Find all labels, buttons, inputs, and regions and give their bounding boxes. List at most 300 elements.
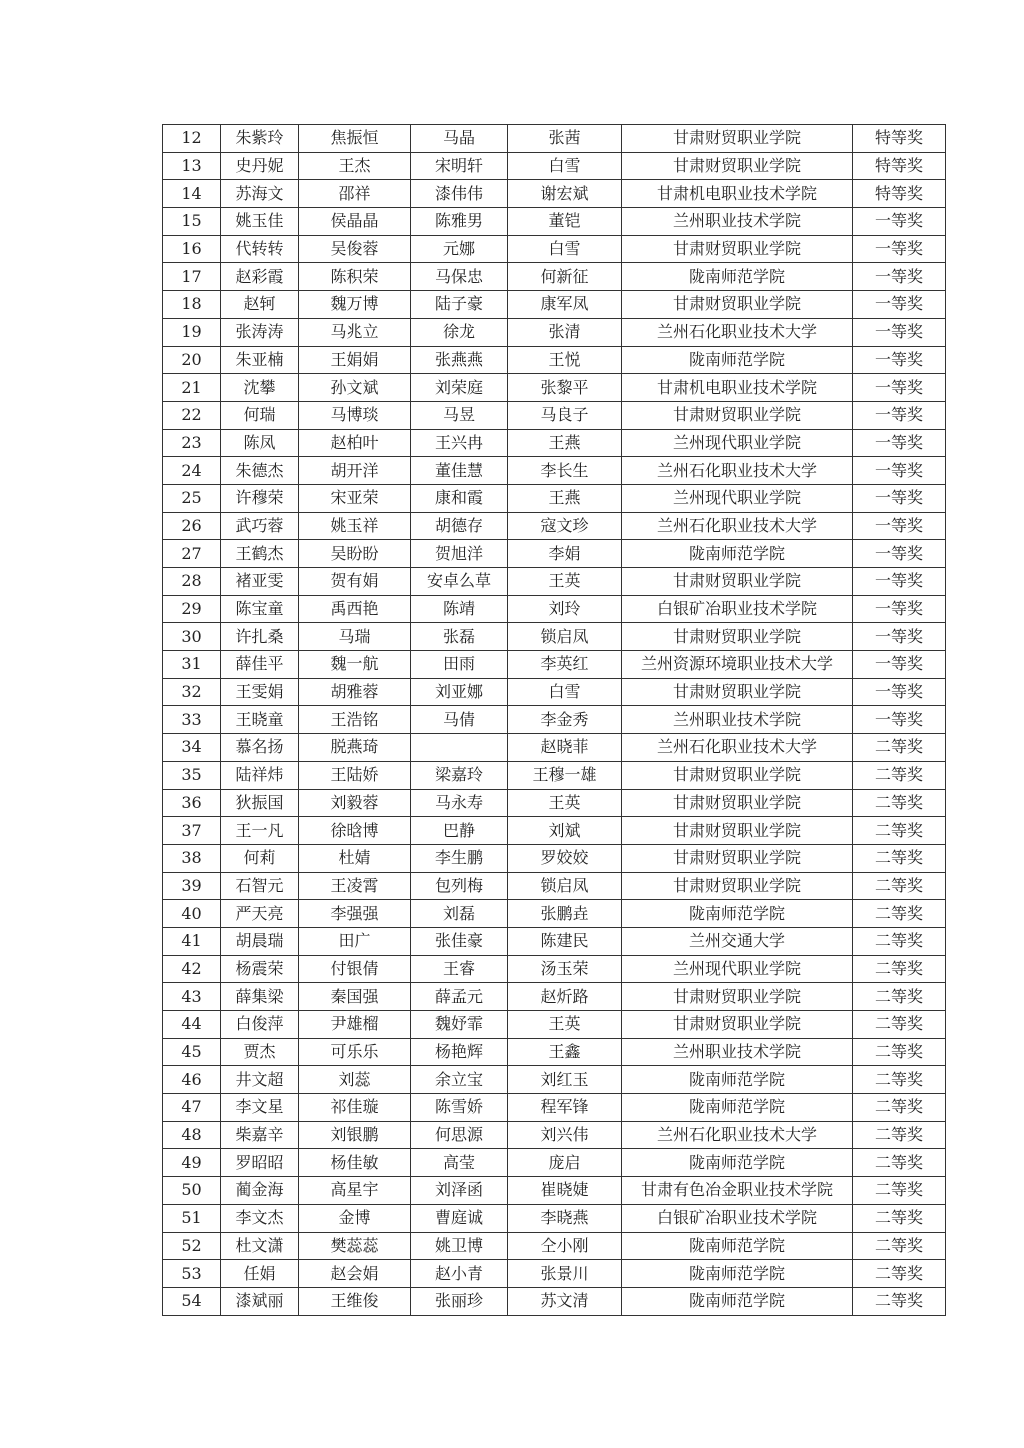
member-3-cell: 马倩: [411, 706, 508, 734]
school-cell: 甘肃财贸职业学院: [622, 125, 853, 153]
member-3-cell: 张佳豪: [411, 927, 508, 955]
table-row: [163, 401, 946, 429]
school-cell: 兰州石化职业技术大学: [622, 457, 853, 485]
member-2-cell: 赵会娟: [299, 1260, 411, 1288]
advisor-cell: 白雪: [508, 678, 622, 706]
table-row: [163, 706, 946, 734]
table-row: [163, 900, 946, 928]
row-number-cell: 20: [163, 346, 221, 374]
award-cell: 二等奖: [853, 844, 946, 872]
table-row: [163, 734, 946, 762]
row-number-cell: 13: [163, 152, 221, 180]
member-1-cell: 慕名扬: [221, 734, 299, 762]
member-1-cell: 赵轲: [221, 291, 299, 319]
table-body: [163, 125, 946, 1316]
table-row: [163, 1204, 946, 1232]
table-row: [163, 927, 946, 955]
school-cell: 甘肃财贸职业学院: [622, 678, 853, 706]
member-2-cell: 马博琰: [299, 401, 411, 429]
member-2-cell: 侯晶晶: [299, 208, 411, 236]
award-cell: 特等奖: [853, 152, 946, 180]
member-1-cell: 朱紫玲: [221, 125, 299, 153]
table-row: [163, 429, 946, 457]
advisor-cell: 程军锋: [508, 1094, 622, 1122]
table-row: [163, 872, 946, 900]
advisor-cell: 张鹏垚: [508, 900, 622, 928]
member-1-cell: 许穆荣: [221, 484, 299, 512]
row-number-cell: 31: [163, 651, 221, 679]
member-1-cell: 井文超: [221, 1066, 299, 1094]
school-cell: 甘肃财贸职业学院: [622, 235, 853, 263]
member-3-cell: 姚卫博: [411, 1232, 508, 1260]
member-3-cell: [411, 734, 508, 762]
advisor-cell: 苏文清: [508, 1287, 622, 1315]
advisor-cell: 白雪: [508, 235, 622, 263]
award-cell: 一等奖: [853, 401, 946, 429]
member-3-cell: 李生鹏: [411, 844, 508, 872]
advisor-cell: 王悦: [508, 346, 622, 374]
member-3-cell: 刘磊: [411, 900, 508, 928]
member-2-cell: 田广: [299, 927, 411, 955]
row-number-cell: 19: [163, 318, 221, 346]
member-3-cell: 贺旭洋: [411, 540, 508, 568]
advisor-cell: 张黎平: [508, 374, 622, 402]
member-2-cell: 陈积荣: [299, 263, 411, 291]
member-3-cell: 漆伟伟: [411, 180, 508, 208]
advisor-cell: 张景川: [508, 1260, 622, 1288]
school-cell: 兰州资源环境职业技术大学: [622, 651, 853, 679]
row-number-cell: 52: [163, 1232, 221, 1260]
school-cell: 白银矿冶职业技术学院: [622, 595, 853, 623]
award-cell: 二等奖: [853, 1260, 946, 1288]
row-number-cell: 22: [163, 401, 221, 429]
member-2-cell: 樊蕊蕊: [299, 1232, 411, 1260]
row-number-cell: 34: [163, 734, 221, 762]
row-number-cell: 30: [163, 623, 221, 651]
table-row: [163, 346, 946, 374]
member-3-cell: 张丽珍: [411, 1287, 508, 1315]
member-1-cell: 蔺金海: [221, 1177, 299, 1205]
school-cell: 陇南师范学院: [622, 1260, 853, 1288]
table-row: [163, 457, 946, 485]
member-2-cell: 马瑞: [299, 623, 411, 651]
advisor-cell: 王英: [508, 1011, 622, 1039]
advisor-cell: 白雪: [508, 152, 622, 180]
award-cell: 一等奖: [853, 291, 946, 319]
table-row: [163, 789, 946, 817]
member-1-cell: 陈凤: [221, 429, 299, 457]
table-row: [163, 817, 946, 845]
advisor-cell: 刘斌: [508, 817, 622, 845]
member-2-cell: 贺有娟: [299, 568, 411, 596]
member-2-cell: 可乐乐: [299, 1038, 411, 1066]
member-3-cell: 包列梅: [411, 872, 508, 900]
member-2-cell: 王陆娇: [299, 761, 411, 789]
member-2-cell: 胡开洋: [299, 457, 411, 485]
table-row: [163, 125, 946, 153]
school-cell: 甘肃财贸职业学院: [622, 983, 853, 1011]
member-2-cell: 刘蕊: [299, 1066, 411, 1094]
member-2-cell: 姚玉祥: [299, 512, 411, 540]
member-1-cell: 王鹤杰: [221, 540, 299, 568]
advisor-cell: 王英: [508, 789, 622, 817]
school-cell: 陇南师范学院: [622, 346, 853, 374]
award-cell: 二等奖: [853, 761, 946, 789]
member-2-cell: 王娟娟: [299, 346, 411, 374]
member-3-cell: 陆子豪: [411, 291, 508, 319]
table-row: [163, 844, 946, 872]
member-3-cell: 田雨: [411, 651, 508, 679]
table-row: [163, 651, 946, 679]
row-number-cell: 14: [163, 180, 221, 208]
advisor-cell: 何新征: [508, 263, 622, 291]
member-3-cell: 梁嘉玲: [411, 761, 508, 789]
row-number-cell: 45: [163, 1038, 221, 1066]
award-cell: 二等奖: [853, 1094, 946, 1122]
table-row: [163, 568, 946, 596]
member-3-cell: 胡德存: [411, 512, 508, 540]
member-1-cell: 姚玉佳: [221, 208, 299, 236]
award-cell: 一等奖: [853, 484, 946, 512]
award-cell: 特等奖: [853, 125, 946, 153]
row-number-cell: 33: [163, 706, 221, 734]
award-cell: 一等奖: [853, 651, 946, 679]
row-number-cell: 27: [163, 540, 221, 568]
advisor-cell: 王英: [508, 568, 622, 596]
member-1-cell: 薛佳平: [221, 651, 299, 679]
member-1-cell: 贾杰: [221, 1038, 299, 1066]
row-number-cell: 50: [163, 1177, 221, 1205]
member-1-cell: 严天亮: [221, 900, 299, 928]
award-cell: 一等奖: [853, 595, 946, 623]
school-cell: 甘肃机电职业技术学院: [622, 374, 853, 402]
row-number-cell: 25: [163, 484, 221, 512]
member-3-cell: 宋明轩: [411, 152, 508, 180]
school-cell: 甘肃财贸职业学院: [622, 789, 853, 817]
school-cell: 甘肃财贸职业学院: [622, 761, 853, 789]
award-cell: 一等奖: [853, 374, 946, 402]
row-number-cell: 26: [163, 512, 221, 540]
advisor-cell: 李英红: [508, 651, 622, 679]
row-number-cell: 41: [163, 927, 221, 955]
school-cell: 兰州石化职业技术大学: [622, 318, 853, 346]
award-cell: 二等奖: [853, 1121, 946, 1149]
table-row: [163, 1287, 946, 1315]
member-3-cell: 张燕燕: [411, 346, 508, 374]
advisor-cell: 张清: [508, 318, 622, 346]
member-3-cell: 康和霞: [411, 484, 508, 512]
member-3-cell: 刘泽函: [411, 1177, 508, 1205]
member-1-cell: 李文杰: [221, 1204, 299, 1232]
row-number-cell: 24: [163, 457, 221, 485]
member-3-cell: 巴静: [411, 817, 508, 845]
table-row: [163, 152, 946, 180]
row-number-cell: 53: [163, 1260, 221, 1288]
table-row: [163, 291, 946, 319]
member-1-cell: 沈攀: [221, 374, 299, 402]
member-2-cell: 杜婧: [299, 844, 411, 872]
table-row: [163, 1011, 946, 1039]
advisor-cell: 刘兴伟: [508, 1121, 622, 1149]
row-number-cell: 43: [163, 983, 221, 1011]
table-row: [163, 540, 946, 568]
advisor-cell: 张茜: [508, 125, 622, 153]
school-cell: 陇南师范学院: [622, 1149, 853, 1177]
member-2-cell: 脱燕琦: [299, 734, 411, 762]
school-cell: 兰州现代职业学院: [622, 955, 853, 983]
table-row: [163, 1260, 946, 1288]
table-row: [163, 208, 946, 236]
award-cell: 一等奖: [853, 429, 946, 457]
award-cell: 二等奖: [853, 927, 946, 955]
member-3-cell: 王睿: [411, 955, 508, 983]
advisor-cell: 锁启凤: [508, 872, 622, 900]
award-cell: 一等奖: [853, 678, 946, 706]
award-cell: 二等奖: [853, 1177, 946, 1205]
advisor-cell: 陈建民: [508, 927, 622, 955]
advisor-cell: 仝小刚: [508, 1232, 622, 1260]
member-1-cell: 褚亚雯: [221, 568, 299, 596]
member-3-cell: 余立宝: [411, 1066, 508, 1094]
member-3-cell: 高莹: [411, 1149, 508, 1177]
table-row: [163, 678, 946, 706]
award-cell: 二等奖: [853, 983, 946, 1011]
member-1-cell: 何莉: [221, 844, 299, 872]
advisor-cell: 赵炘路: [508, 983, 622, 1011]
row-number-cell: 35: [163, 761, 221, 789]
member-3-cell: 王兴冉: [411, 429, 508, 457]
school-cell: 陇南师范学院: [622, 1232, 853, 1260]
award-cell: 二等奖: [853, 1232, 946, 1260]
member-1-cell: 李文星: [221, 1094, 299, 1122]
table-row: [163, 1121, 946, 1149]
advisor-cell: 康军凤: [508, 291, 622, 319]
school-cell: 甘肃财贸职业学院: [622, 152, 853, 180]
row-number-cell: 54: [163, 1287, 221, 1315]
member-1-cell: 白俊萍: [221, 1011, 299, 1039]
member-3-cell: 张磊: [411, 623, 508, 651]
member-3-cell: 徐龙: [411, 318, 508, 346]
member-2-cell: 魏万博: [299, 291, 411, 319]
school-cell: 兰州职业技术学院: [622, 706, 853, 734]
school-cell: 甘肃财贸职业学院: [622, 401, 853, 429]
table-row: [163, 1177, 946, 1205]
award-cell: 二等奖: [853, 955, 946, 983]
member-1-cell: 胡晨瑞: [221, 927, 299, 955]
member-3-cell: 曹庭诚: [411, 1204, 508, 1232]
row-number-cell: 49: [163, 1149, 221, 1177]
row-number-cell: 42: [163, 955, 221, 983]
member-2-cell: 徐晗博: [299, 817, 411, 845]
table-row: [163, 983, 946, 1011]
member-2-cell: 李强强: [299, 900, 411, 928]
member-3-cell: 薛孟元: [411, 983, 508, 1011]
award-cell: 一等奖: [853, 235, 946, 263]
member-1-cell: 朱亚楠: [221, 346, 299, 374]
school-cell: 兰州石化职业技术大学: [622, 734, 853, 762]
member-2-cell: 孙文斌: [299, 374, 411, 402]
member-3-cell: 陈雅男: [411, 208, 508, 236]
school-cell: 甘肃财贸职业学院: [622, 872, 853, 900]
member-2-cell: 祁佳璇: [299, 1094, 411, 1122]
member-3-cell: 赵小青: [411, 1260, 508, 1288]
member-2-cell: 付银倩: [299, 955, 411, 983]
member-2-cell: 魏一航: [299, 651, 411, 679]
advisor-cell: 寇文珍: [508, 512, 622, 540]
member-1-cell: 陈宝童: [221, 595, 299, 623]
advisor-cell: 李晓燕: [508, 1204, 622, 1232]
member-2-cell: 胡雅蓉: [299, 678, 411, 706]
advisor-cell: 谢宏斌: [508, 180, 622, 208]
member-1-cell: 任娟: [221, 1260, 299, 1288]
member-3-cell: 刘亚娜: [411, 678, 508, 706]
school-cell: 白银矿冶职业技术学院: [622, 1204, 853, 1232]
school-cell: 甘肃财贸职业学院: [622, 1011, 853, 1039]
school-cell: 甘肃机电职业技术学院: [622, 180, 853, 208]
award-cell: 一等奖: [853, 318, 946, 346]
table-row: [163, 1066, 946, 1094]
school-cell: 甘肃有色冶金职业技术学院: [622, 1177, 853, 1205]
member-3-cell: 陈雪娇: [411, 1094, 508, 1122]
row-number-cell: 38: [163, 844, 221, 872]
member-1-cell: 史丹妮: [221, 152, 299, 180]
member-3-cell: 马晶: [411, 125, 508, 153]
member-2-cell: 赵柏叶: [299, 429, 411, 457]
award-cell: 一等奖: [853, 512, 946, 540]
member-3-cell: 魏妤霏: [411, 1011, 508, 1039]
award-cell: 二等奖: [853, 1204, 946, 1232]
advisor-cell: 李娟: [508, 540, 622, 568]
member-2-cell: 金博: [299, 1204, 411, 1232]
member-1-cell: 漆斌丽: [221, 1287, 299, 1315]
member-1-cell: 王晓童: [221, 706, 299, 734]
table-row: [163, 1094, 946, 1122]
row-number-cell: 46: [163, 1066, 221, 1094]
member-2-cell: 王维俊: [299, 1287, 411, 1315]
table-row: [163, 318, 946, 346]
member-1-cell: 代转转: [221, 235, 299, 263]
member-3-cell: 何思源: [411, 1121, 508, 1149]
advisor-cell: 刘红玉: [508, 1066, 622, 1094]
member-1-cell: 赵彩霞: [221, 263, 299, 291]
award-cell: 一等奖: [853, 623, 946, 651]
school-cell: 兰州石化职业技术大学: [622, 512, 853, 540]
member-1-cell: 薛集梁: [221, 983, 299, 1011]
advisor-cell: 董铠: [508, 208, 622, 236]
school-cell: 兰州现代职业学院: [622, 484, 853, 512]
member-2-cell: 王杰: [299, 152, 411, 180]
row-number-cell: 29: [163, 595, 221, 623]
award-cell: 二等奖: [853, 1149, 946, 1177]
award-cell: 二等奖: [853, 1066, 946, 1094]
award-cell: 二等奖: [853, 1038, 946, 1066]
member-3-cell: 陈靖: [411, 595, 508, 623]
school-cell: 陇南师范学院: [622, 263, 853, 291]
school-cell: 陇南师范学院: [622, 900, 853, 928]
table-row: [163, 623, 946, 651]
advisor-cell: 汤玉荣: [508, 955, 622, 983]
award-cell: 一等奖: [853, 457, 946, 485]
row-number-cell: 21: [163, 374, 221, 402]
award-cell: 一等奖: [853, 706, 946, 734]
award-cell: 一等奖: [853, 346, 946, 374]
advisor-cell: 赵晓菲: [508, 734, 622, 762]
row-number-cell: 28: [163, 568, 221, 596]
member-1-cell: 狄振国: [221, 789, 299, 817]
member-2-cell: 刘毅蓉: [299, 789, 411, 817]
award-cell: 二等奖: [853, 900, 946, 928]
member-1-cell: 柴嘉辛: [221, 1121, 299, 1149]
row-number-cell: 17: [163, 263, 221, 291]
school-cell: 甘肃财贸职业学院: [622, 623, 853, 651]
member-1-cell: 王雯娟: [221, 678, 299, 706]
row-number-cell: 48: [163, 1121, 221, 1149]
school-cell: 甘肃财贸职业学院: [622, 568, 853, 596]
school-cell: 陇南师范学院: [622, 540, 853, 568]
row-number-cell: 18: [163, 291, 221, 319]
advisor-cell: 王燕: [508, 484, 622, 512]
advisor-cell: 李金秀: [508, 706, 622, 734]
member-2-cell: 刘银鹏: [299, 1121, 411, 1149]
member-3-cell: 安卓么草: [411, 568, 508, 596]
school-cell: 陇南师范学院: [622, 1066, 853, 1094]
school-cell: 兰州交通大学: [622, 927, 853, 955]
member-1-cell: 罗昭昭: [221, 1149, 299, 1177]
member-1-cell: 王一凡: [221, 817, 299, 845]
member-1-cell: 张涛涛: [221, 318, 299, 346]
member-3-cell: 杨艳辉: [411, 1038, 508, 1066]
member-2-cell: 宋亚荣: [299, 484, 411, 512]
advisor-cell: 马良子: [508, 401, 622, 429]
advisor-cell: 王燕: [508, 429, 622, 457]
advisor-cell: 刘玲: [508, 595, 622, 623]
award-cell: 一等奖: [853, 263, 946, 291]
table-row: [163, 263, 946, 291]
member-2-cell: 王凌霄: [299, 872, 411, 900]
member-2-cell: 杨佳敏: [299, 1149, 411, 1177]
row-number-cell: 39: [163, 872, 221, 900]
advisor-cell: 崔晓婕: [508, 1177, 622, 1205]
school-cell: 兰州职业技术学院: [622, 1038, 853, 1066]
award-cell: 二等奖: [853, 872, 946, 900]
member-1-cell: 苏海文: [221, 180, 299, 208]
member-1-cell: 武巧蓉: [221, 512, 299, 540]
row-number-cell: 16: [163, 235, 221, 263]
member-1-cell: 许扎桑: [221, 623, 299, 651]
row-number-cell: 44: [163, 1011, 221, 1039]
member-1-cell: 何瑞: [221, 401, 299, 429]
member-2-cell: 吴俊蓉: [299, 235, 411, 263]
award-cell: 二等奖: [853, 817, 946, 845]
row-number-cell: 32: [163, 678, 221, 706]
member-2-cell: 吴盼盼: [299, 540, 411, 568]
table-row: [163, 761, 946, 789]
member-2-cell: 秦国强: [299, 983, 411, 1011]
row-number-cell: 47: [163, 1094, 221, 1122]
member-2-cell: 焦振恒: [299, 125, 411, 153]
member-3-cell: 马保忠: [411, 263, 508, 291]
advisor-cell: 锁启凤: [508, 623, 622, 651]
member-3-cell: 刘荣庭: [411, 374, 508, 402]
member-2-cell: 马兆立: [299, 318, 411, 346]
school-cell: 甘肃财贸职业学院: [622, 291, 853, 319]
school-cell: 甘肃财贸职业学院: [622, 844, 853, 872]
member-2-cell: 邵祥: [299, 180, 411, 208]
school-cell: 兰州现代职业学院: [622, 429, 853, 457]
table-row: [163, 484, 946, 512]
row-number-cell: 12: [163, 125, 221, 153]
award-cell: 特等奖: [853, 180, 946, 208]
